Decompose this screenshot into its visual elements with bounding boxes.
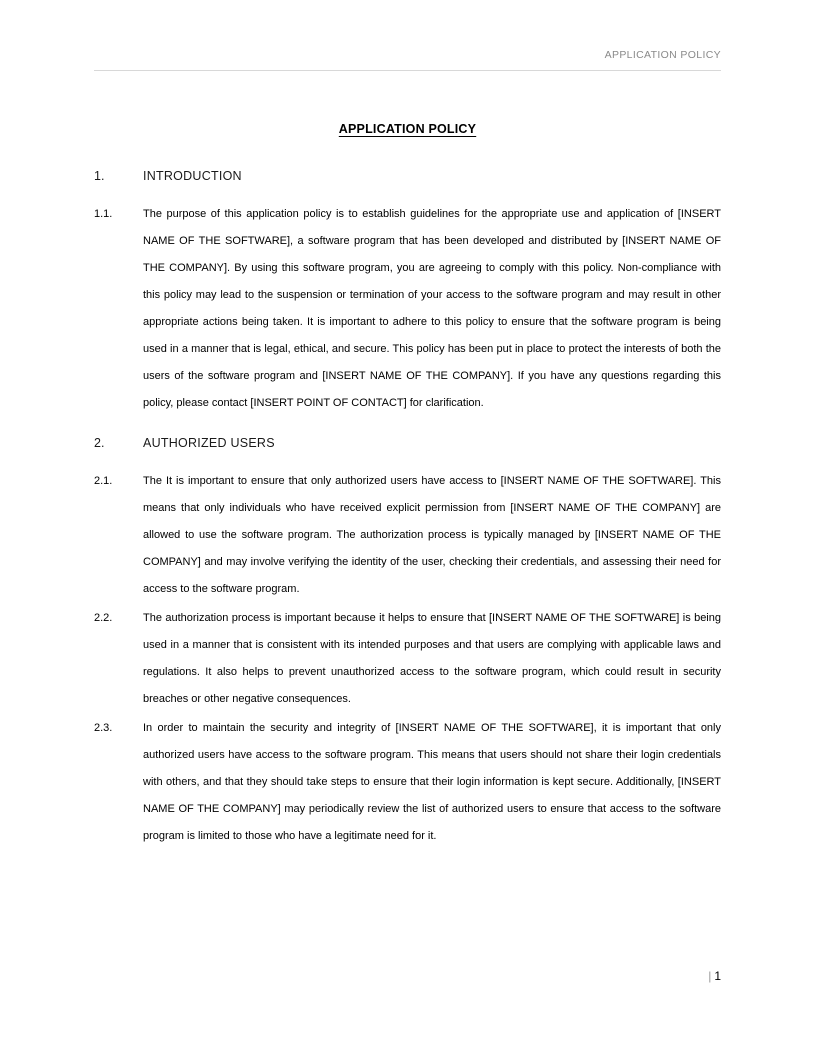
page-footer — [94, 967, 721, 985]
clause-2-3 — [94, 715, 721, 850]
clause-text-1-1: The purpose of this application policy is to establish guidelines for the appropriate use and application of [INSERT NAME OF THE SOFTWARE], a software program that has been developed and distributed by [INSERT NAME OF THE COMPANY]. By using this software program, you are agreeing to comply with this policy. Non-compliance with this policy may lead to the suspension or termination of your access to the software program and may result in other appropriate actions being taken. It is important to adhere to this policy to ensure that the software program is being used in a manner that is legal, ethical, and secure. This policy has been put in place to protect the interests of both the users of the software program and [INSERT NAME OF THE COMPANY]. If you have any questions regarding this policy, please contact [INSERT POINT OF CONTACT] for clarification. — [143, 208, 721, 409]
section-title-1: INTRODUCTION — [143, 169, 242, 183]
section-heading-1 — [94, 168, 721, 185]
clause-text-2-2: The authorization process is important because it helps to ensure that [INSERT NAME OF THE SOFTWARE] is being used in a manner that is consistent with its intended purposes and that users are complying with applicable laws and regulations. It also helps to prevent unauthorized access to the software program, which could result in security breaches or other negative consequences. — [143, 612, 721, 705]
clause-number-2-2: 2.2. — [94, 612, 113, 624]
section-number-2: 2. — [94, 436, 105, 450]
clause-2-2 — [94, 605, 721, 713]
page-title-text: APPLICATION POLICY — [338, 122, 477, 136]
page-number: 1 — [714, 969, 721, 983]
clause-number-1-1: 1.1. — [94, 208, 113, 220]
page-title — [94, 120, 721, 138]
clause-text-2-3: In order to maintain the security and integrity of [INSERT NAME OF THE SOFTWARE], it is important that only authorized users have access to the software program. This means that users should not share their login credentials with others, and that they should take steps to ensure that their login information is kept secure. Additionally, [INSERT NAME OF THE COMPANY] may periodically review the list of authorized users to ensure that access to the software program is limited to those who have a legitimate need for it. — [143, 722, 721, 842]
clause-1-1 — [94, 201, 721, 417]
clause-2-1 — [94, 468, 721, 603]
document-body — [94, 120, 721, 852]
section-heading-2 — [94, 435, 721, 452]
clause-number-2-3: 2.3. — [94, 722, 113, 734]
header-divider — [94, 70, 721, 71]
running-header — [94, 48, 721, 70]
clause-number-2-1: 2.1. — [94, 475, 113, 487]
footer-separator: | — [708, 969, 712, 983]
spacer — [94, 419, 721, 435]
section-number-1: 1. — [94, 169, 105, 183]
section-title-2: AUTHORIZED USERS — [143, 436, 275, 450]
clause-text-2-1: The It is important to ensure that only authorized users have access to [INSERT NAME OF THE SOFTWARE]. This means that only individuals who have received explicit permission from [INSERT NAME OF THE COMPANY] are allowed to use the software program. The authorization process is typically managed by [INSERT NAME OF THE COMPANY] and may involve verifying the identity of the user, checking their credentials, and assessing their need for access to the software program. — [143, 475, 721, 595]
running-header-title: APPLICATION POLICY — [604, 49, 721, 61]
